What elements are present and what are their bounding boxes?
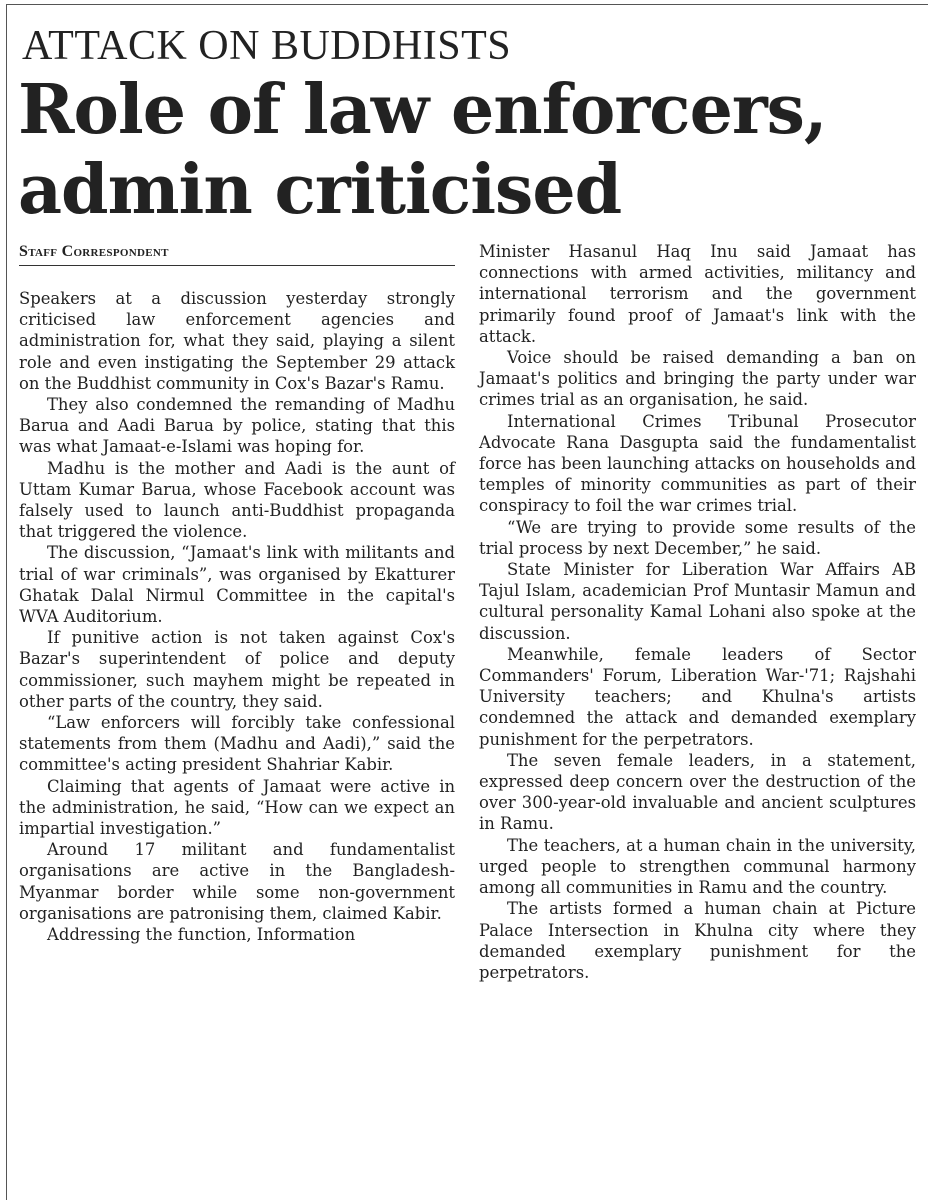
paragraph: Voice should be raised demanding a ban on Jamaat's politics and bringing the party under war crimes trial as an organisation, he said. (479, 348, 916, 410)
paragraph: State Minister for Liberation War Affairs AB Tajul Islam, academician Prof Muntasir Mamun and cultural personality Kamal Lohani also spoke at the discussion. (479, 560, 916, 643)
paragraph: International Crimes Tribunal Prosecutor Advocate Rana Dasgupta said the fundamentalist force has been launching attacks on households and temples of minority communities as part of their conspiracy to foil the war crimes trial. (479, 411, 916, 516)
paragraph: Addressing the function, Information (47, 925, 356, 945)
paragraph: Around 17 militant and fundamentalist organisations are active in the Bangladesh-Myanmar border while some non-government organisations are patronising them, claimed Kabir. (19, 840, 455, 923)
paragraph: Speakers at a discussion yesterday strongly criticised law enforcement agencies and administration for, what they said, playing a silent role and even instigating the September 29 attack on the Buddhist community in Cox's Bazar's Ramu. (19, 289, 455, 393)
column-left (19, 241, 455, 945)
paragraph: Madhu is the mother and Aadi is the aunt of Uttam Kumar Barua, whose Facebook account was falsely used to launch anti-Buddhist propaganda that triggered the violence. (19, 458, 455, 542)
paragraph: Minister Hasanul Haq Inu said Jamaat has connections with armed activities, militancy and international terrorism and the government primarily found proof of Jamaat's link with the attack. (479, 242, 916, 346)
headline: Role of law enforcers, admin criticised (18, 70, 827, 230)
column-right (479, 241, 916, 983)
paragraph: They also condemned the remanding of Madhu Barua and Aadi Barua by police, stating that this was what Jamaat-e-Islami was hoping for. (19, 395, 455, 457)
paragraph: The seven female leaders, in a statement, expressed deep concern over the destruction of the over 300-year-old invaluable and ancient sculptures in Ramu. (479, 750, 916, 834)
paragraph: “We are trying to provide some results of the trial process by next December,” he said. (479, 517, 916, 558)
paragraph: The teachers, at a human chain in the university, urged people to strengthen communal harmony among all communities in Ramu and the country. (479, 835, 916, 898)
paragraph: If punitive action is not taken against Cox's Bazar's superintendent of police and deputy commissioner, such mayhem might be repeated in other parts of the country, they said. (19, 628, 455, 711)
paragraph: Claiming that agents of Jamaat were active in the administration, he said, “How can we expect an impartial investigation.” (19, 776, 455, 839)
byline-text: Staff Correspondent (19, 243, 169, 260)
paragraph: “Law enforcers will forcibly take confessional statements from them (Madhu and Aadi),” said the committee's acting president Shahriar Kabir. (19, 713, 455, 775)
paragraph: Meanwhile, female leaders of Sector Commanders' Forum, Liberation War-'71; Rajshahi University teachers; and Khulna's artists condemned the attack and demanded exemplary punishment for the perpetrators. (479, 644, 916, 749)
kicker: ATTACK ON BUDDHISTS (22, 23, 512, 69)
paragraph: The artists formed a human chain at Picture Palace Intersection in Khulna city where they demanded exemplary punishment for the perpetrators. (479, 899, 916, 982)
byline (19, 241, 455, 266)
paragraph: The discussion, “Jamaat's link with militants and trial of war criminals”, was organised by Ekatturer Ghatak Dalal Nirmul Committee in the capital's WVA Auditorium. (19, 543, 455, 627)
